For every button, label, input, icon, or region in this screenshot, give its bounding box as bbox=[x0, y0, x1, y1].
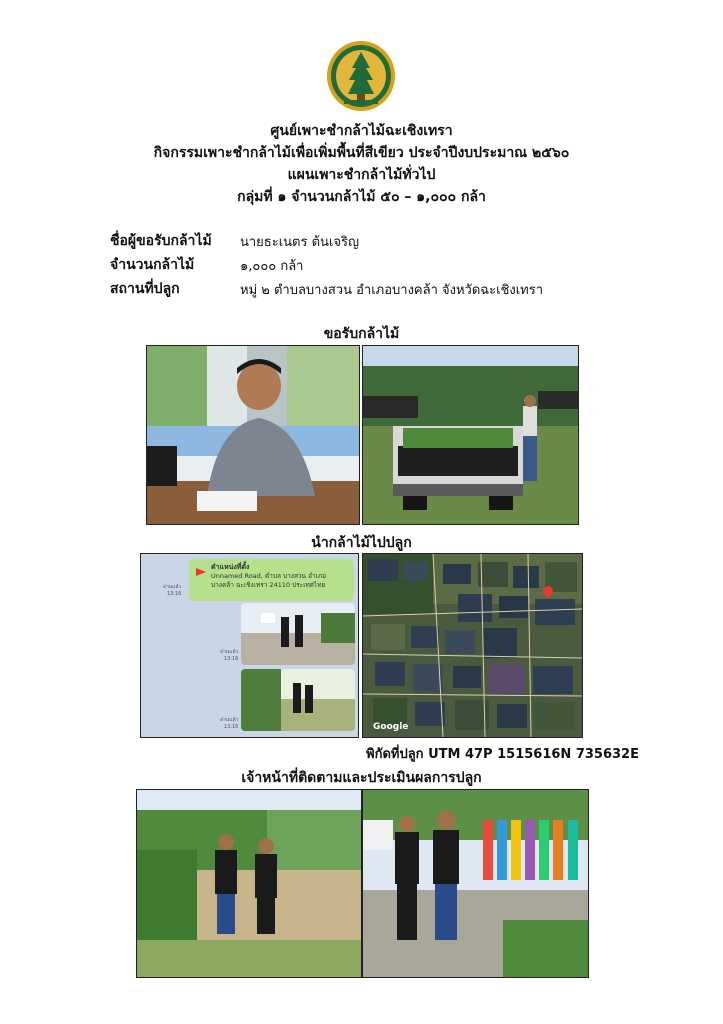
read-time: 13:16 bbox=[166, 591, 182, 597]
section-monitor-title: เจ้าหน้าที่ติดตามและประเมินผลการปลูก bbox=[241, 770, 482, 786]
activity-title: กิจกรรมเพาะชำกล้าไม้เพื่อเพิ่มพื้นที่สีเขียว ประจำปีงบประมาณ ๒๕๖๐ bbox=[153, 145, 570, 161]
read-time: 13:16 bbox=[223, 724, 239, 730]
read-receipt-3 bbox=[220, 717, 238, 731]
chat-photo-1 bbox=[241, 603, 355, 665]
photo-truck-seedlings bbox=[362, 345, 579, 525]
plan-title: แผนเพาะชำกล้าไม้ทั่วไป bbox=[287, 167, 436, 183]
map-brand: Google bbox=[373, 722, 409, 732]
chat-photo-2 bbox=[241, 669, 355, 731]
read-time: 13:16 bbox=[223, 656, 239, 662]
read-receipt-1 bbox=[163, 584, 181, 598]
read-label: อ่านแล้ว bbox=[163, 584, 182, 590]
location-flag-icon bbox=[196, 568, 206, 576]
location-title: ตำแหน่งที่ตั้ง bbox=[211, 563, 250, 571]
satellite-map bbox=[362, 553, 583, 738]
org-title: ศูนย์เพาะชำกล้าไม้ฉะเชิงเทรา bbox=[270, 123, 453, 139]
planting-coordinates: พิกัดที่ปลูก UTM 47P 1515616N 735632E bbox=[366, 747, 639, 762]
location-bubble bbox=[189, 559, 354, 601]
location-value: หมู่ ๒ ตำบลบางสวน อำเภอบางคล้า จังหวัดฉะเชิงเทรา bbox=[240, 283, 544, 298]
section-request-title: ขอรับกล้าไม้ bbox=[323, 326, 400, 342]
department-logo bbox=[326, 40, 396, 112]
read-label: อ่านแล้ว bbox=[220, 717, 239, 723]
requester-value: นายธะเนตร ต้นเจริญ bbox=[240, 235, 360, 250]
quantity-label: จำนวนกล้าไม้ bbox=[110, 257, 195, 273]
photo-requester-at-desk bbox=[146, 345, 360, 525]
read-receipt-2 bbox=[220, 649, 238, 663]
chat-location-screenshot bbox=[140, 553, 359, 738]
read-label: อ่านแล้ว bbox=[220, 649, 239, 655]
location-label: สถานที่ปลูก bbox=[110, 281, 180, 297]
section-transport-title: นำกล้าไม้ไปปลูก bbox=[311, 535, 412, 551]
photo-officers-field-2 bbox=[362, 789, 589, 978]
location-address: Unnamed Road, ตำบล บางสวน อำเภอ บางคล้า ฉะเชิงเทรา 24110 ประเทศไทย bbox=[211, 572, 327, 589]
group-title: กลุ่มที่ ๑ จำนวนกล้าไม้ ๕๐ – ๑,๐๐๐ กล้า bbox=[237, 189, 486, 205]
quantity-value: ๑,๐๐๐ กล้า bbox=[240, 259, 304, 274]
requester-label: ชื่อผู้ขอรับกล้าไม้ bbox=[110, 233, 212, 249]
photo-officers-field-1 bbox=[136, 789, 362, 978]
